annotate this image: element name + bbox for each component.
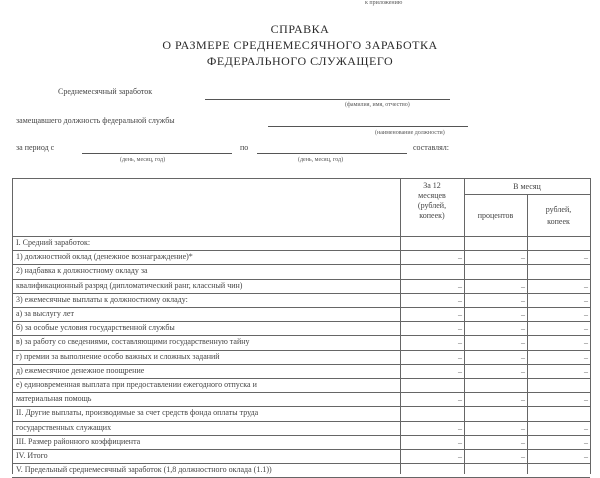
cell-dash-mark: – xyxy=(584,338,588,348)
cell-dash-mark: – xyxy=(584,437,588,447)
cell-dash-mark: – xyxy=(521,324,525,334)
table-row-divider xyxy=(12,421,590,422)
table-row-label: государственных служащих xyxy=(16,422,112,432)
cell-dash-mark: – xyxy=(584,295,588,305)
position-caption: (наименование должности) xyxy=(375,130,445,136)
table-top-border xyxy=(12,178,590,179)
table-row-label: е) единовременная выплата при предоставлении ежегодного отпуска и xyxy=(16,380,257,389)
period-end-text: составлял: xyxy=(413,143,450,152)
table-row-label: 2) надбавка к должностному окладу за xyxy=(16,266,148,276)
cell-dash-mark: – xyxy=(584,352,588,362)
cell-dash-mark: – xyxy=(521,452,525,461)
table-row-label: материальная помощь xyxy=(16,394,92,404)
table-left-border xyxy=(12,178,13,474)
cell-dash-mark: – xyxy=(458,366,462,376)
title-line-1: СПРАВКА xyxy=(270,22,330,36)
col-header-12-months xyxy=(400,181,464,221)
cell-dash-mark: – xyxy=(584,253,588,263)
date-from-blank-line xyxy=(82,153,232,154)
cell-dash-mark: – xyxy=(458,452,462,461)
col-divider-3 xyxy=(527,194,528,474)
table-row-label: квалификационный разряд (дипломатический ранг, классный чин) xyxy=(16,280,243,290)
table-row-divider xyxy=(12,435,590,436)
table-row-divider xyxy=(12,463,590,464)
cell-dash-mark: – xyxy=(458,324,462,334)
cell-dash-mark: – xyxy=(521,281,525,291)
table-row-divider xyxy=(12,321,590,322)
cell-dash-mark: – xyxy=(584,324,588,334)
earnings-label: Среднемесячный заработок xyxy=(58,87,153,96)
cell-dash-mark: – xyxy=(521,352,525,362)
col-header-12-months-line: За 12 xyxy=(423,181,441,190)
position-blank-line xyxy=(268,126,468,127)
table-row-label: V. Предельный среднемесячный заработок (1,8 должностного оклада (1.1)) xyxy=(16,465,272,475)
cell-dash-mark: – xyxy=(458,423,462,433)
cell-dash-mark: – xyxy=(584,366,588,376)
col-header-12-months-line: копеек) xyxy=(419,211,445,220)
cell-dash-mark: – xyxy=(584,310,588,319)
cell-dash-mark: – xyxy=(458,395,462,405)
date-from-caption: (день, месяц, год) xyxy=(120,157,166,163)
cell-dash-mark: – xyxy=(458,253,462,263)
cell-dash-mark: – xyxy=(521,395,525,405)
table-row-label: III. Размер районного коэффициента xyxy=(16,436,141,446)
cell-dash-mark: – xyxy=(521,338,525,348)
table-row-label: б) за особые условия государственной службы xyxy=(16,323,175,333)
cell-dash-mark: – xyxy=(584,395,588,405)
cell-dash-mark: – xyxy=(521,366,525,376)
col-divider-1 xyxy=(400,178,401,474)
position-label: замещавшего должность федеральной службы xyxy=(16,116,175,125)
table-row-label: а) за выслугу лет xyxy=(16,309,74,318)
table-row-divider xyxy=(12,335,590,336)
top-corner-note: к приложению xyxy=(365,0,403,6)
col-header-month-group: В месяц xyxy=(513,182,541,191)
cell-dash-mark: – xyxy=(458,295,462,305)
cell-dash-mark: – xyxy=(458,437,462,447)
cell-dash-mark: – xyxy=(458,338,462,348)
table-row-label: д) ежемесячное денежное поощрение xyxy=(16,365,145,375)
col-header-rubles xyxy=(527,204,590,228)
cell-dash-mark: – xyxy=(521,423,525,433)
table-row-divider xyxy=(12,406,590,407)
table-row-label: г) премии за выполнение особо важных и сложных заданий xyxy=(16,351,220,361)
cell-dash-mark: – xyxy=(584,281,588,291)
date-to-blank-line xyxy=(257,153,407,154)
table-row-label: I. Средний заработок: xyxy=(16,238,91,247)
table-right-border xyxy=(590,178,591,474)
table-row-label: 1) должностной оклад (денежное вознаграждение)* xyxy=(16,252,193,262)
table-row-divider xyxy=(12,449,590,450)
table-row-label: 3) ежемесячные выплаты к должностному окладу: xyxy=(16,294,188,304)
period-from-label: за период с xyxy=(16,143,55,152)
cell-dash-mark: – xyxy=(584,423,588,433)
table-row-label: в) за работу со сведениями, составляющими государственную тайну xyxy=(16,337,250,347)
table-row-label: II. Другие выплаты, производимые за счет средств фонда оплаты труда xyxy=(16,408,259,418)
table-header-bottom xyxy=(12,236,590,237)
cell-dash-mark: – xyxy=(458,310,462,319)
name-blank-line xyxy=(205,99,450,100)
cell-dash-mark: – xyxy=(521,295,525,305)
col-header-12-months-line: (рублей, xyxy=(417,201,447,210)
table-row-divider xyxy=(12,293,590,294)
date-to-caption: (день, месяц, год) xyxy=(298,157,344,163)
table-row-divider xyxy=(12,250,590,251)
col-header-12-months-line: месяцев xyxy=(418,191,446,200)
cell-dash-mark: – xyxy=(458,281,462,291)
cell-dash-mark: – xyxy=(584,452,588,461)
table-row-divider xyxy=(12,364,590,365)
name-caption: (фамилия, имя, отчество) xyxy=(345,102,410,108)
period-to-label: по xyxy=(240,143,249,152)
title-line-3: ФЕДЕРАЛЬНОГО СЛУЖАЩЕГО xyxy=(206,54,394,68)
table-row-divider xyxy=(12,392,590,393)
cell-dash-mark: – xyxy=(458,352,462,362)
table-row-divider xyxy=(12,307,590,308)
table-row-divider xyxy=(12,378,590,379)
table-row-divider xyxy=(12,264,590,265)
cell-dash-mark: – xyxy=(521,310,525,319)
col-header-percent: процентов xyxy=(477,211,514,220)
table-row-label: IV. Итого xyxy=(16,451,48,460)
table-row-divider xyxy=(12,279,590,280)
cell-dash-mark: – xyxy=(521,253,525,263)
col-header-rubles-line: рублей, xyxy=(545,205,572,214)
title-line-2: О РАЗМЕРЕ СРЕДНЕМЕСЯЧНОГО ЗАРАБОТКА xyxy=(162,38,438,52)
cell-dash-mark: – xyxy=(521,437,525,447)
table-row-divider xyxy=(12,350,590,351)
col-divider-2 xyxy=(464,178,465,474)
col-header-rubles-line: копеек xyxy=(547,217,570,226)
